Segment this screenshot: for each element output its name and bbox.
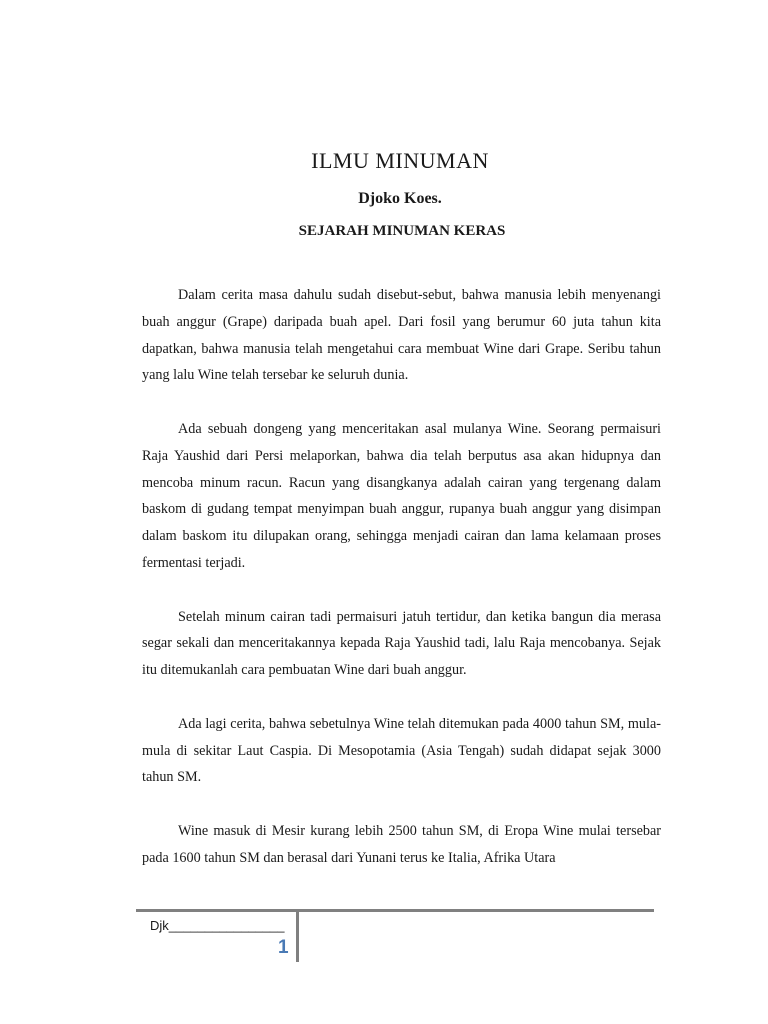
page-number: 1 (278, 937, 289, 958)
paragraph: Wine masuk di Mesir kurang lebih 2500 tahun SM, di Eropa Wine mulai tersebar pada 1600 tahun SM dan berasal dari Yunani terus ke Italia, Afrika Utara (142, 822, 661, 866)
document-title: ILMU MINUMAN (311, 148, 489, 173)
paragraph: Setelah minum cairan tadi permaisuri jatuh tertidur, dan ketika bangun dia merasa segar sekali dan menceritakannya kepada Raja Yaushid tadi, lalu Raja mencobanya. Sejak itu ditemukanlah cara pembuatan Wine dari buah anggur. (142, 608, 661, 679)
document-author: Djoko Koes. (358, 190, 442, 207)
paragraph: Dalam cerita masa dahulu sudah disebut-sebut, bahwa manusia lebih menyenangi buah anggur (Grape) daripada buah apel. Dari fosil yang berumur 60 juta tahun kita dapatkan, bahwa manusia telah mengetahui cara membuat Wine dari Grape. Seribu tahun yang lalu Wine telah tersebar ke seluruh dunia. (142, 287, 661, 384)
document-subtitle: SEJARAH MINUMAN KERAS (298, 223, 506, 239)
footer-divider (136, 909, 654, 912)
paragraph: Ada lagi cerita, bahwa sebetulnya Wine telah ditemukan pada 4000 tahun SM, mula-mula di sekitar Laut Caspia. Di Mesopotamia (Asia Tengah) sudah didapat sejak 3000 tahun SM. (142, 715, 661, 786)
document-body (142, 282, 661, 898)
footer-vertical-divider (296, 912, 299, 962)
paragraph: Ada sebuah dongeng yang menceritakan asal mulanya Wine. Seorang permaisuri Raja Yaushid dari Persi melaporkan, bahwa dia telah berputus asa akan hidupnya dan mencoba minum racun. Racun yang disangkanya adalah cairan yang tergenang dalam baskom di gudang tempat menyimpan buah anggur, rupanya buah anggur yang disimpan dalam baskom itu dilupakan orang, sehingga menjadi cairan dan lama kelamaan proses fermentasi terjadi. (142, 420, 661, 571)
footer-author-line: Djk________________ (150, 918, 285, 933)
